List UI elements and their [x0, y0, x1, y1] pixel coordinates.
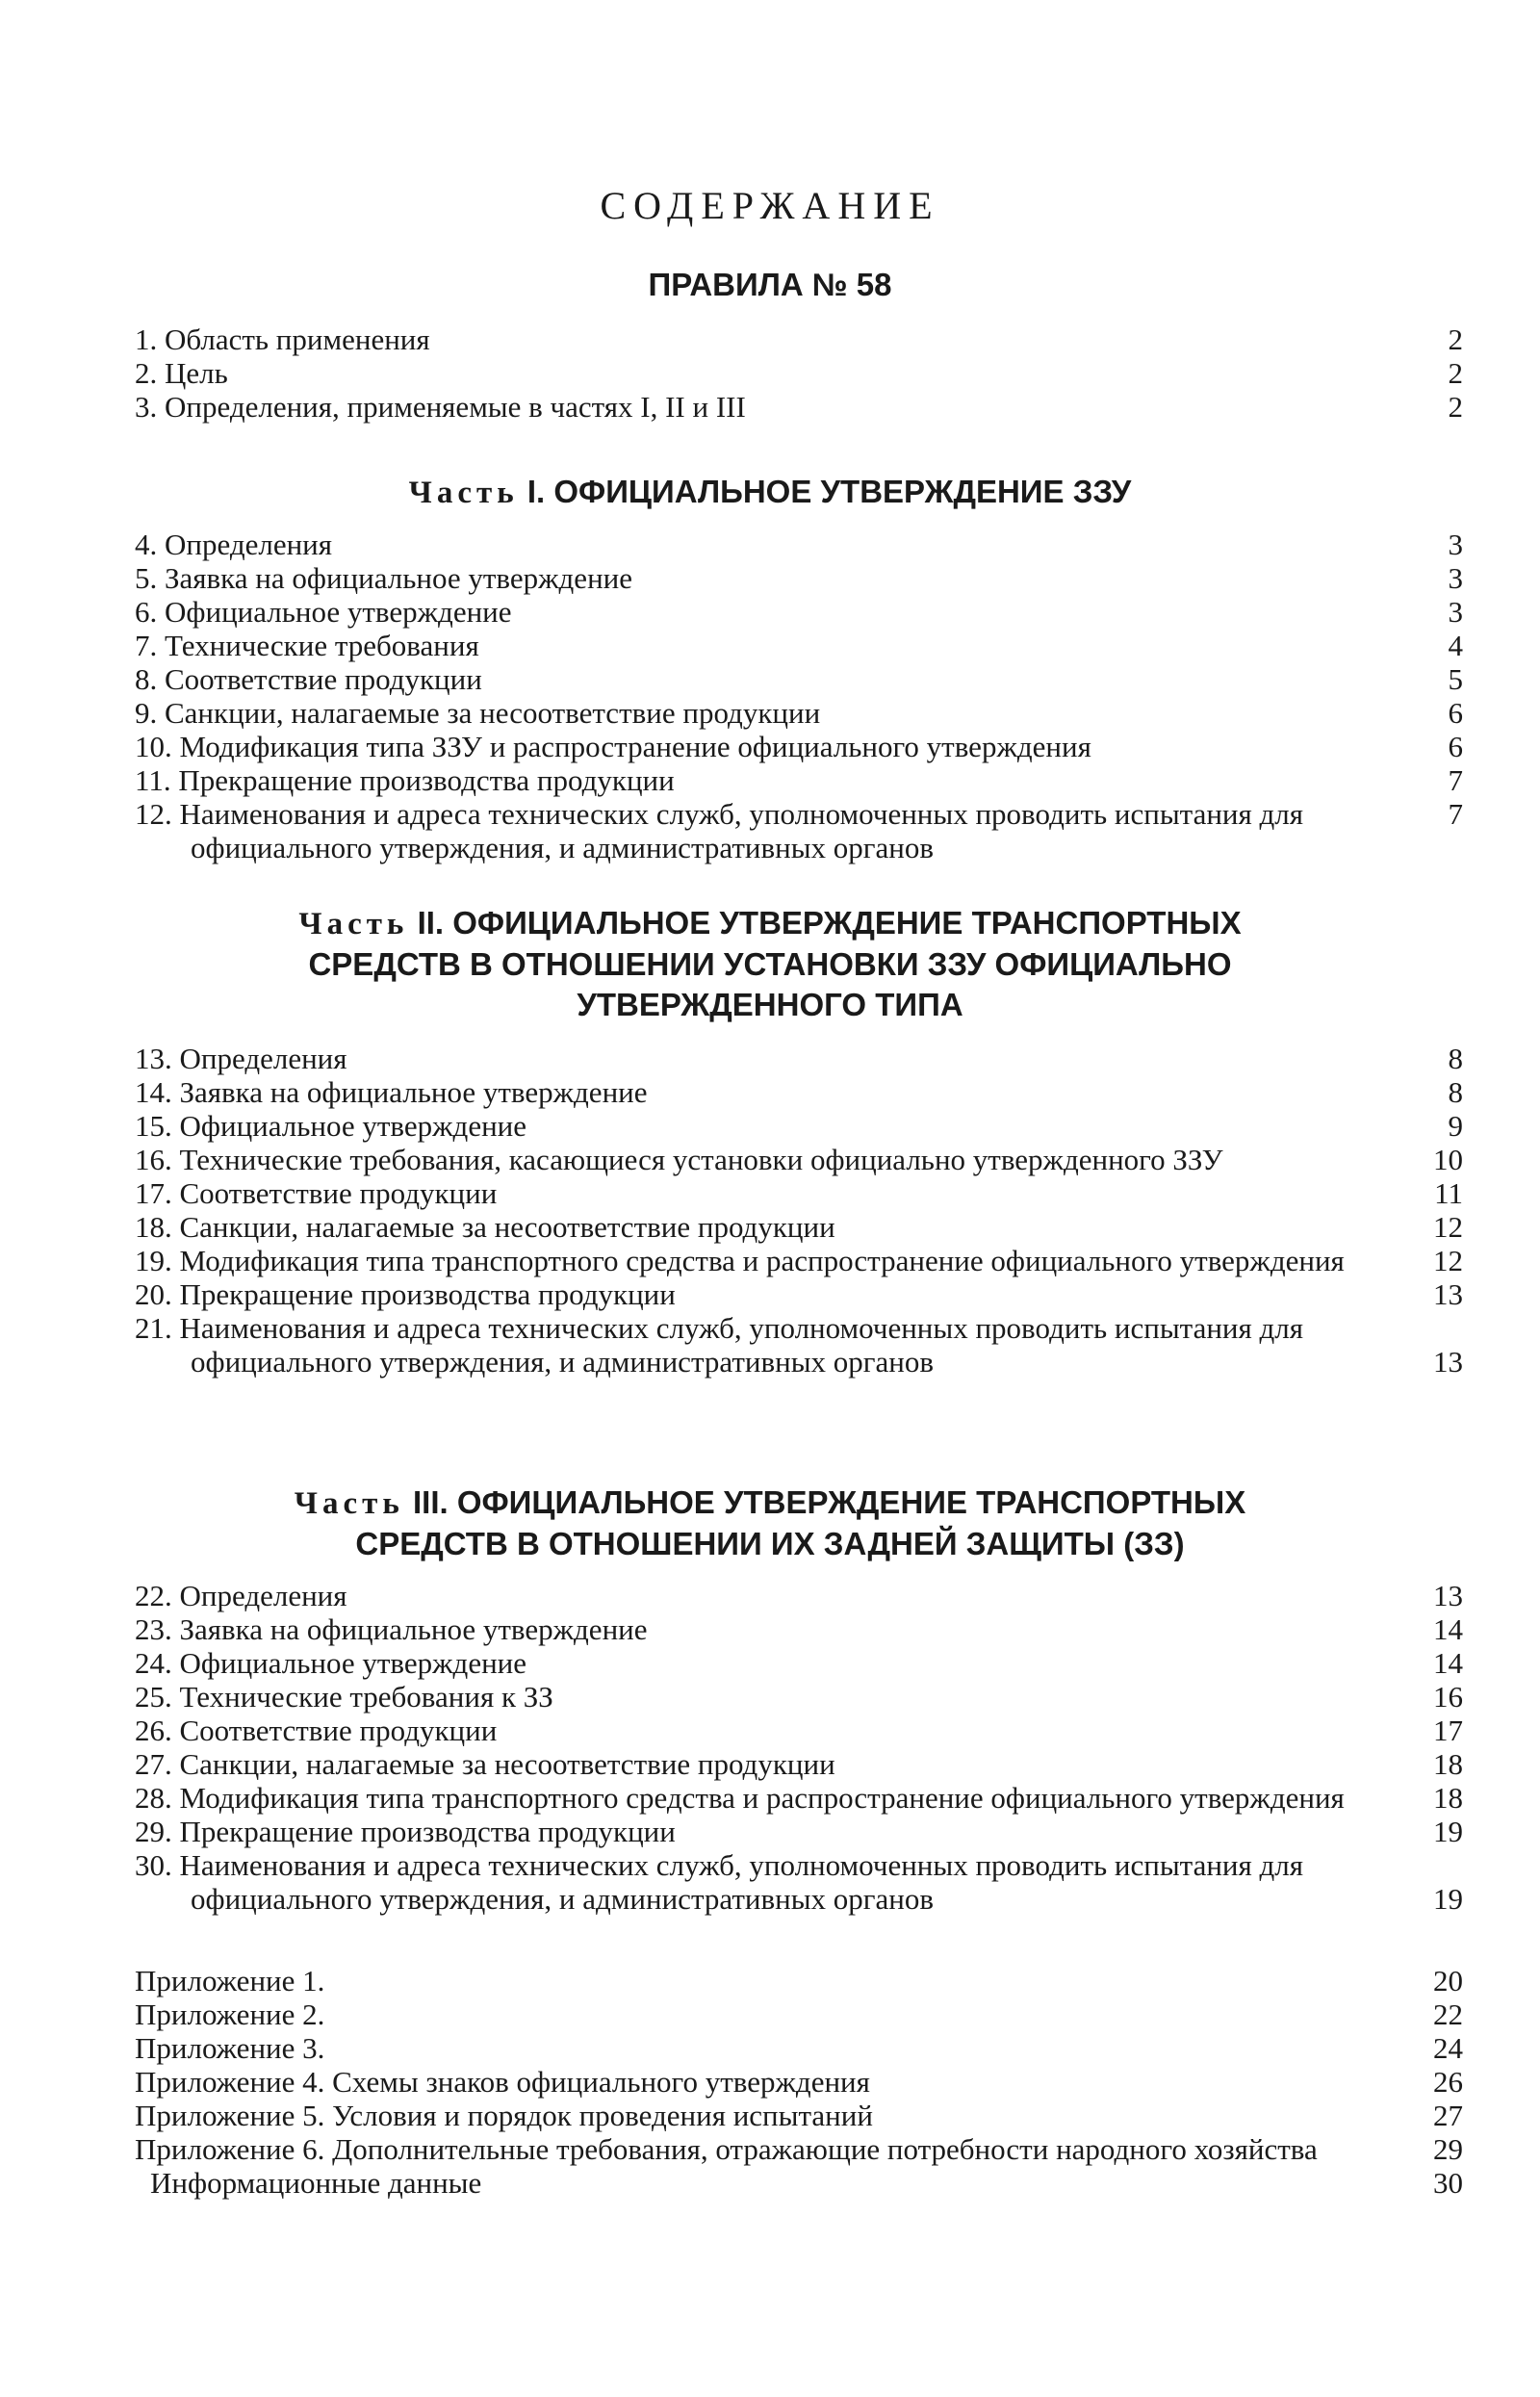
toc-entry-text: 1. Область применения	[135, 322, 430, 356]
toc-entry-text: Приложение 3.	[135, 2031, 325, 2065]
toc-entry-page: 10	[1433, 1143, 1463, 1176]
toc-entry	[135, 1311, 1463, 1379]
toc-entry-text: 12. Наименования и адреса технических служб, уполномоченных проводить испытания для официального утверждения, и административных органов	[135, 797, 1304, 864]
toc-entry-page: 13	[1433, 1345, 1463, 1379]
toc-entry	[135, 1646, 1463, 1680]
toc-entry-page: 4	[1448, 629, 1463, 662]
toc-entry-page: 7	[1448, 797, 1463, 831]
toc-entry-page: 8	[1448, 1042, 1463, 1075]
toc-entry-page: 27	[1433, 2099, 1463, 2132]
toc-entry-page: 6	[1448, 730, 1463, 763]
toc-entry-text: 26. Соответствие продукции	[135, 1714, 498, 1747]
toc-entry-page: 18	[1433, 1747, 1463, 1781]
toc-entry	[135, 1680, 1463, 1714]
part3-label: Часть	[294, 1486, 404, 1521]
toc-entry	[135, 696, 1463, 730]
toc-entry	[135, 1210, 1463, 1244]
toc-entry-page: 18	[1433, 1781, 1463, 1815]
toc-entry-text: 10. Модификация типа ЗЗУ и распространение официального утверждения	[135, 730, 1091, 763]
toc-entry-text: 9. Санкции, налагаемые за несоответствие продукции	[135, 696, 821, 730]
toc-entry-page: 9	[1448, 1109, 1463, 1143]
toc-entry-text: 23. Заявка на официальное утверждение	[135, 1612, 648, 1646]
toc-entry	[135, 1277, 1463, 1311]
toc-entry	[135, 1176, 1463, 1210]
toc-entry-text: 29. Прекращение производства продукции	[135, 1815, 676, 1848]
part2-label: Часть	[298, 907, 409, 941]
toc-entry-page: 26	[1433, 2065, 1463, 2099]
part2-heading	[135, 903, 1405, 1025]
toc-part2	[135, 1042, 1463, 1379]
toc-entry-page: 22	[1433, 1998, 1463, 2031]
toc-entry	[135, 2065, 1463, 2099]
toc-entry	[135, 1747, 1463, 1781]
toc-entry-page: 11	[1434, 1176, 1463, 1210]
toc-entry-text: 5. Заявка на официальное утверждение	[135, 561, 633, 595]
toc-entry	[135, 2166, 1463, 2200]
toc-entry-text: 22. Определения	[135, 1579, 347, 1612]
part2-title-line2: СРЕДСТВ В ОТНОШЕНИИ УСТАНОВКИ ЗЗУ ОФИЦИАЛЬНО	[308, 946, 1232, 982]
toc-entry	[135, 1998, 1463, 2031]
toc-entry-page: 19	[1433, 1882, 1463, 1916]
toc-entry	[135, 561, 1463, 595]
toc-entry-text: 27. Санкции, налагаемые за несоответствие продукции	[135, 1747, 835, 1781]
toc-entry-text: 18. Санкции, налагаемые за несоответствие продукции	[135, 1210, 835, 1244]
toc-entry-text: 25. Технические требования к ЗЗ	[135, 1680, 553, 1714]
toc-entry-page: 2	[1448, 390, 1463, 424]
part1-label: Часть	[408, 476, 519, 510]
toc-entry	[135, 1579, 1463, 1612]
toc-intro	[135, 322, 1463, 424]
toc-entry	[135, 1815, 1463, 1848]
toc-entry-text: Приложение 2.	[135, 1998, 325, 2031]
toc-entry	[135, 1042, 1463, 1075]
toc-entry-text: 24. Официальное утверждение	[135, 1646, 527, 1680]
toc-entry-page: 2	[1448, 356, 1463, 390]
toc-entry	[135, 390, 1463, 424]
toc-entry	[135, 322, 1463, 356]
toc-entry-text: 16. Технические требования, касающиеся установки официально утвержденного ЗЗУ	[135, 1143, 1223, 1176]
toc-entry	[135, 528, 1463, 561]
toc-entry-text: 13. Определения	[135, 1042, 347, 1075]
part3-heading	[135, 1482, 1405, 1564]
toc-entry-text: Приложение 4. Схемы знаков официального утверждения	[135, 2065, 870, 2099]
toc-entry-page: 2	[1448, 322, 1463, 356]
toc-entry-text: 6. Официальное утверждение	[135, 595, 512, 629]
toc-entry-text: Приложение 6. Дополнительные требования, отражающие потребности народного хозяйства	[135, 2132, 1318, 2166]
toc-entry-text: 19. Модификация типа транспортного средства и распространение официального утверждения	[135, 1244, 1345, 1277]
toc-entry	[135, 1964, 1463, 1998]
toc-entry	[135, 1781, 1463, 1815]
toc-appendices	[135, 1964, 1463, 2200]
part1-heading	[135, 472, 1405, 513]
toc-entry-page: 14	[1433, 1612, 1463, 1646]
toc-entry-page: 13	[1433, 1579, 1463, 1612]
toc-entry-text: 17. Соответствие продукции	[135, 1176, 498, 1210]
toc-entry-page: 29	[1433, 2132, 1463, 2166]
toc-entry	[135, 662, 1463, 696]
toc-entry-page: 7	[1448, 763, 1463, 797]
toc-entry	[135, 1075, 1463, 1109]
toc-entry-text: 21. Наименования и адреса технических служб, уполномоченных проводить испытания для официального утверждения, и административных органов	[135, 1311, 1304, 1379]
toc-entry-text: Приложение 1.	[135, 1964, 325, 1998]
toc-entry	[135, 763, 1463, 797]
toc-entry-page: 12	[1433, 1210, 1463, 1244]
toc-entry-text: 2. Цель	[135, 356, 228, 390]
toc-entry-text: Приложение 5. Условия и порядок проведения испытаний	[135, 2099, 873, 2132]
toc-entry	[135, 797, 1463, 864]
toc-entry-page: 3	[1448, 561, 1463, 595]
toc-entry-page: 5	[1448, 662, 1463, 696]
page-title: СОДЕРЖАНИЕ	[600, 184, 940, 227]
toc-part1	[135, 528, 1463, 864]
toc-entry	[135, 1848, 1463, 1916]
toc-entry	[135, 1714, 1463, 1747]
toc-entry	[135, 1612, 1463, 1646]
rules-heading: ПРАВИЛА № 58	[648, 267, 892, 302]
toc-entry-page: 16	[1433, 1680, 1463, 1714]
toc-entry-page: 24	[1433, 2031, 1463, 2065]
toc-entry-text: 3. Определения, применяемые в частях I, II и III	[135, 390, 746, 424]
toc-entry	[135, 1109, 1463, 1143]
toc-entry	[135, 1244, 1463, 1277]
toc-entry-text: 4. Определения	[135, 528, 333, 561]
toc-entry-page: 13	[1433, 1277, 1463, 1311]
toc-entry-page: 20	[1433, 1964, 1463, 1998]
toc-entry	[135, 2099, 1463, 2132]
part2-title-line3: УТВЕРЖДЕННОГО ТИПА	[577, 987, 963, 1022]
toc-entry	[135, 595, 1463, 629]
toc-entry-text: 20. Прекращение производства продукции	[135, 1277, 676, 1311]
part2-title-line1: II. ОФИЦИАЛЬНОЕ УТВЕРЖДЕНИЕ ТРАНСПОРТНЫХ	[417, 905, 1242, 941]
part3-title-line1: III. ОФИЦИАЛЬНОЕ УТВЕРЖДЕНИЕ ТРАНСПОРТНЫХ	[412, 1484, 1246, 1520]
toc-entry-page: 3	[1448, 528, 1463, 561]
toc-entry-text: Информационные данные	[150, 2166, 482, 2200]
toc-part3	[135, 1579, 1463, 1916]
toc-entry	[135, 629, 1463, 662]
toc-entry-page: 19	[1433, 1815, 1463, 1848]
part1-title: I. ОФИЦИАЛЬНОЕ УТВЕРЖДЕНИЕ ЗЗУ	[526, 474, 1132, 509]
toc-entry-page: 17	[1433, 1714, 1463, 1747]
toc-entry-page: 3	[1448, 595, 1463, 629]
toc-entry-text: 30. Наименования и адреса технических служб, уполномоченных проводить испытания для официального утверждения, и административных органов	[135, 1848, 1304, 1916]
toc-entry	[135, 730, 1463, 763]
toc-entry	[135, 1143, 1463, 1176]
toc-entry-text: 28. Модификация типа транспортного средства и распространение официального утверждения	[135, 1781, 1345, 1815]
toc-entry-page: 30	[1433, 2166, 1463, 2200]
toc-entry-text: 14. Заявка на официальное утверждение	[135, 1075, 648, 1109]
toc-entry-text: 11. Прекращение производства продукции	[135, 763, 675, 797]
toc-entry-text: 7. Технические требования	[135, 629, 479, 662]
toc-entry-page: 14	[1433, 1646, 1463, 1680]
toc-entry-page: 6	[1448, 696, 1463, 730]
toc-entry	[135, 2132, 1463, 2166]
toc-entry-page: 8	[1448, 1075, 1463, 1109]
toc-entry-page: 12	[1433, 1244, 1463, 1277]
part3-title-line2: СРЕДСТВ В ОТНОШЕНИИ ИХ ЗАДНЕЙ ЗАЩИТЫ (ЗЗ)	[355, 1526, 1185, 1561]
toc-entry	[135, 356, 1463, 390]
toc-entry	[135, 2031, 1463, 2065]
toc-entry-text: 8. Соответствие продукции	[135, 662, 482, 696]
toc-entry-text: 15. Официальное утверждение	[135, 1109, 527, 1143]
